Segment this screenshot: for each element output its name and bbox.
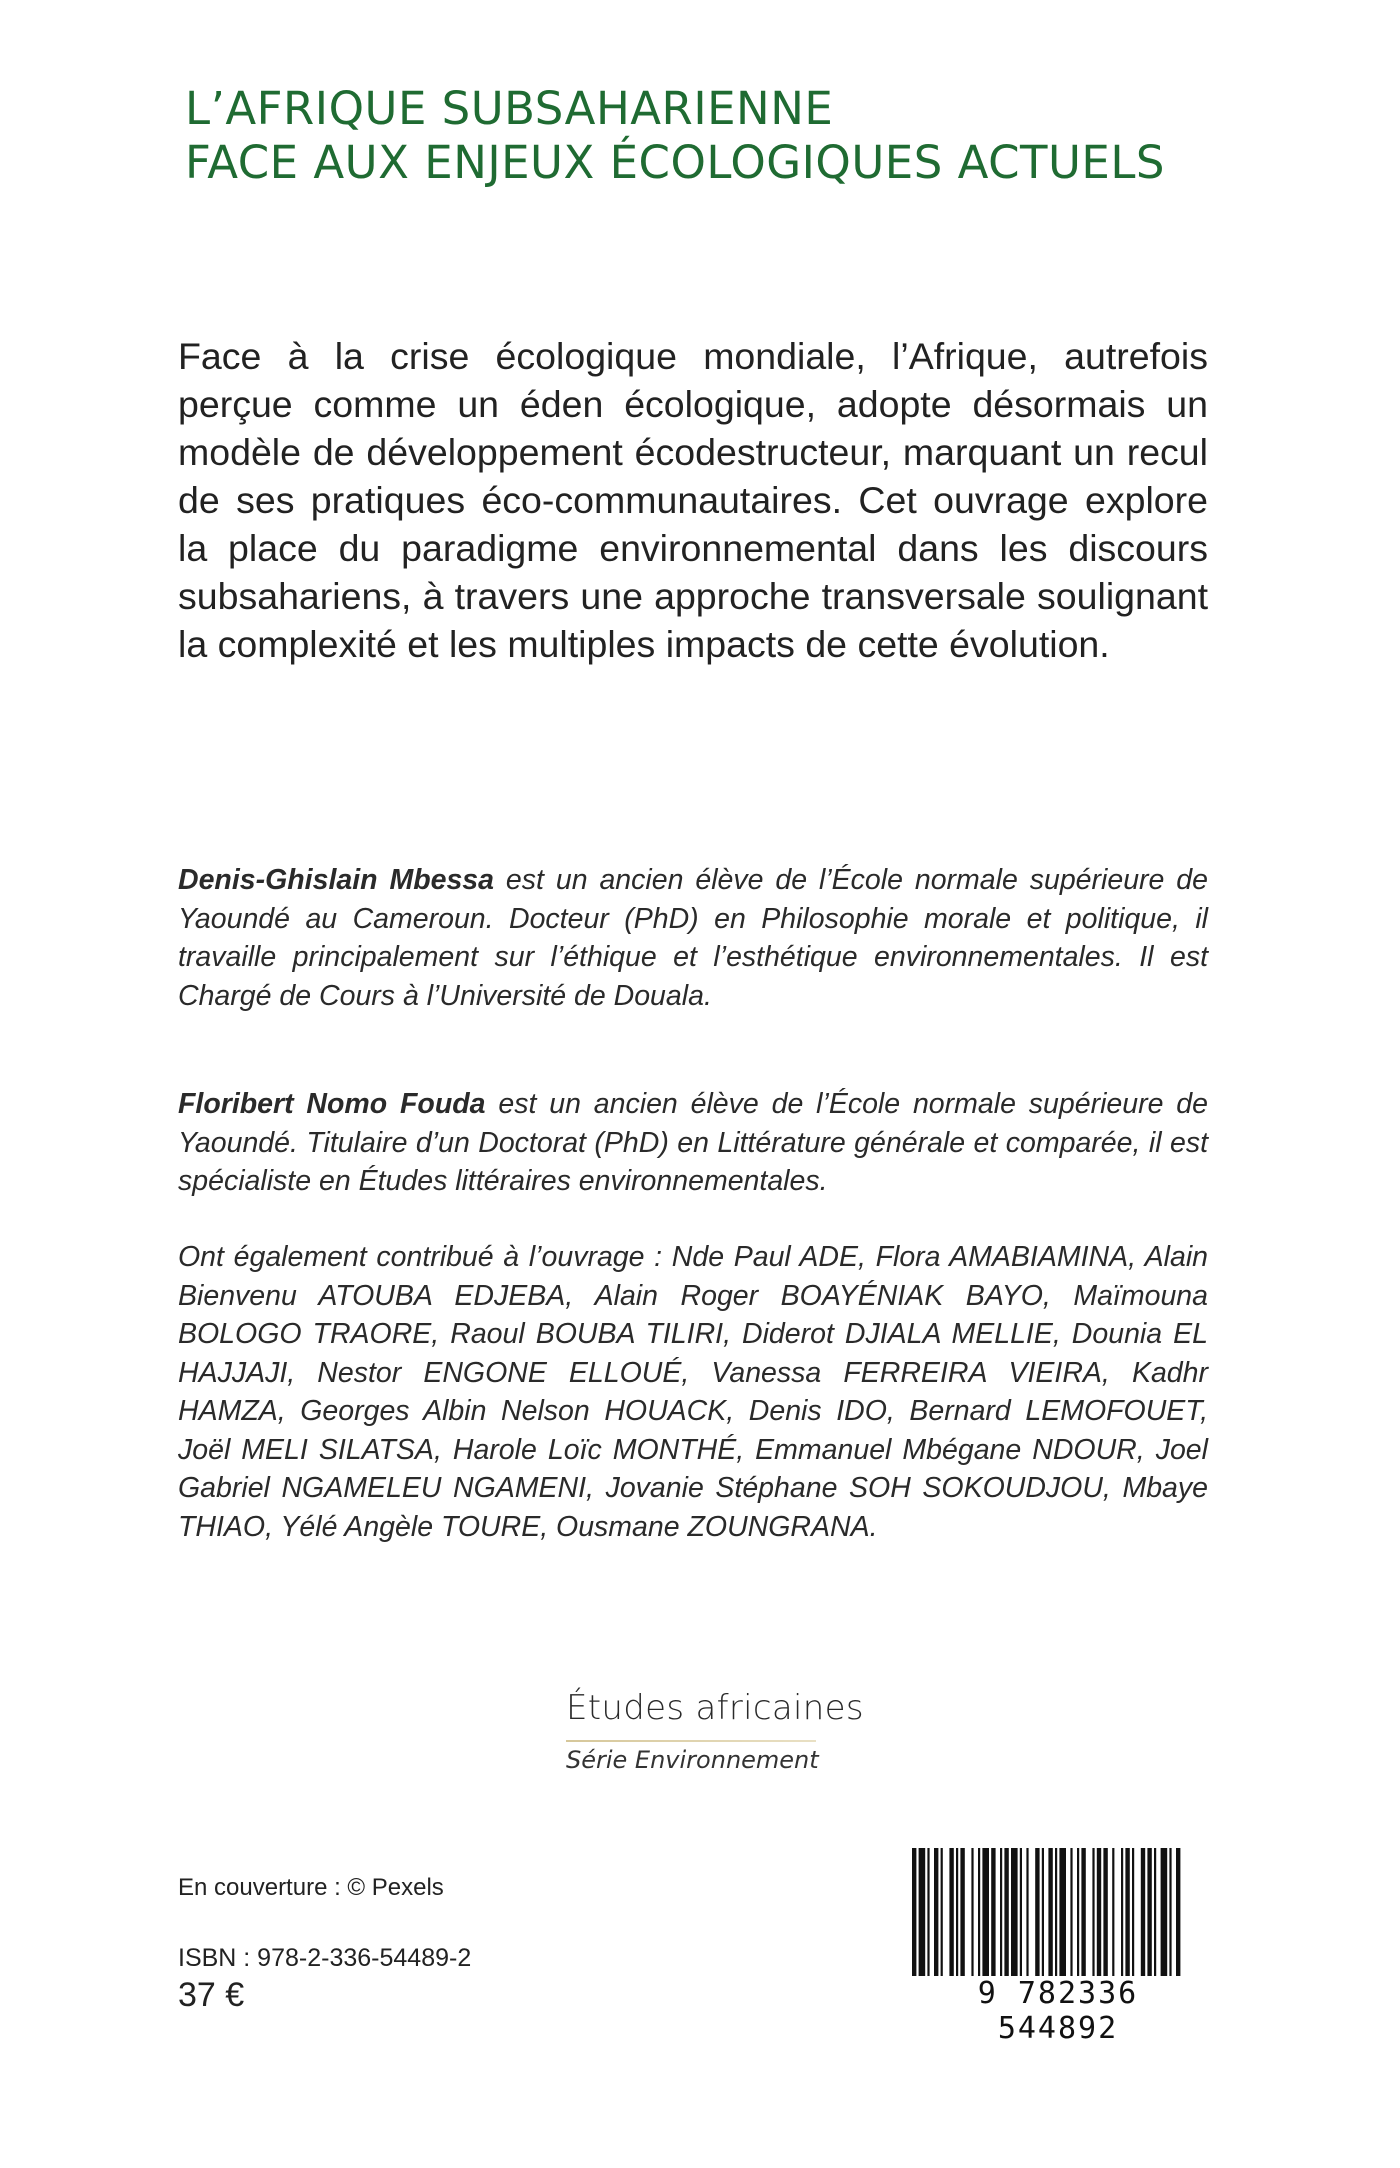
barcode-bar bbox=[1077, 1848, 1079, 1976]
barcode-bar bbox=[991, 1848, 995, 1976]
author-bio-text-1: est un ancien élève de l’École normale supérieure de Yaoundé au Cameroun. Docteur (PhD) en Philosophie morale et politique, il travaille principalement sur l’éthique et l’esthétique environnementales. Il est Chargé de Cours à l’Université de Douala. bbox=[178, 864, 1209, 1012]
barcode-digits: 9 782336 544892 bbox=[977, 1976, 1139, 2046]
barcode-bar bbox=[1112, 1848, 1114, 1976]
barcode-bar bbox=[960, 1848, 964, 1976]
author-bio-text-2: est un ancien élève de l’École normale supérieure de Yaoundé. Titulaire d’un Doctorat (PhD) en Littérature générale et comparée, il est spécialiste en Études littéraires environnementales. bbox=[178, 1088, 1208, 1197]
barcode-bar bbox=[941, 1848, 943, 1976]
barcode-bar bbox=[1161, 1848, 1168, 1976]
series-logo bbox=[566, 1688, 946, 1774]
barcode-bar bbox=[1070, 1848, 1072, 1976]
price: 37 € bbox=[178, 1976, 245, 2014]
barcode-bar bbox=[949, 1848, 953, 1976]
barcode-bar bbox=[1092, 1848, 1094, 1976]
barcode-bar bbox=[1081, 1848, 1085, 1976]
barcode-bar bbox=[1176, 1848, 1180, 1976]
book-title-line-2: FACE AUX ENJEUX ÉCOLOGIQUES ACTUELS bbox=[185, 136, 1165, 189]
book-summary: Face à la crise écologique mondiale, l’Afrique, autrefois perçue comme un éden écologique, adopte désormais un modèle de développement écodestructeur, marquant un recul de ses pratiques éco-communautaires. Cet ouvrage explore la place du paradigme environnemental dans les discours subsahariens, à travers une approche transversale soulignant la complexité et les multiples impacts de cette évolution. bbox=[178, 335, 1208, 665]
barcode-bar bbox=[1042, 1848, 1044, 1976]
barcode-bar bbox=[1121, 1848, 1123, 1976]
barcode-bar bbox=[1035, 1848, 1039, 1976]
barcode-bar bbox=[1020, 1848, 1022, 1976]
barcode-bar bbox=[1048, 1848, 1052, 1976]
barcode-bar bbox=[912, 1848, 916, 1976]
author-name-1: Denis-Ghislain Mbessa bbox=[178, 864, 495, 896]
barcode-bar bbox=[1169, 1848, 1171, 1976]
barcode bbox=[908, 1848, 1208, 2046]
barcode-bar bbox=[982, 1848, 989, 1976]
author-bio-1 bbox=[178, 861, 1208, 1015]
barcode-bar bbox=[919, 1848, 926, 1976]
cover-credit: En couverture : © Pexels bbox=[178, 1874, 444, 1901]
series-subseries: Série Environnement bbox=[566, 1746, 819, 1774]
barcode-bar bbox=[1141, 1848, 1145, 1976]
barcode-bar bbox=[1011, 1848, 1018, 1976]
barcode-bar bbox=[1132, 1848, 1134, 1976]
barcode-bar bbox=[978, 1848, 980, 1976]
isbn: ISBN : 978-2-336-54489-2 bbox=[178, 1944, 472, 1972]
author-name-2: Floribert Nomo Fouda bbox=[178, 1088, 486, 1120]
barcode-bar bbox=[1103, 1848, 1107, 1976]
series-name: Études africaines bbox=[566, 1688, 864, 1728]
barcode-bar bbox=[934, 1848, 938, 1976]
barcode-bar bbox=[1004, 1848, 1008, 1976]
barcode-bar bbox=[927, 1848, 929, 1976]
barcode-bar bbox=[1000, 1848, 1002, 1976]
barcode-bar bbox=[1055, 1848, 1057, 1976]
barcode-bar bbox=[956, 1848, 958, 1976]
book-title bbox=[185, 82, 1285, 190]
book-title-line-1: L’AFRIQUE SUBSAHARIENNE bbox=[185, 82, 834, 135]
barcode-bars bbox=[908, 1848, 1208, 1976]
contributors-list: Ont également contribué à l’ouvrage : Nde Paul ADE, Flora AMABIAMINA, Alain Bienvenu ATOUBA EDJEBA, Alain Roger BOAYÉNIAK BAYO, Maïmouna BOLOGO TRAORE, Raoul BOUBA TILIRI, Diderot DJIALA MELLIE, Dounia EL HAJJAJI, Nestor ENGONE ELLOUÉ, Vanessa FERREIRA VIEIRA, Kadhr HAMZA, Georges Albin Nelson HOUACK, Denis IDO, Bernard LEMOFOUET, Joël MELI SILATSA, Harole Loïc MONTHÉ, Emmanuel Mbégane NDOUR, Joel Gabriel NGAMELEU NGAMENI, Jovanie Stéphane SOH SOKOUDJOU, Mbaye THIAO, Yélé Angèle TOURE, Ousmane ZOUNGRANA. bbox=[178, 1241, 1208, 1543]
barcode-bar bbox=[1026, 1848, 1028, 1976]
barcode-bar bbox=[1147, 1848, 1151, 1976]
barcode-bar bbox=[1125, 1848, 1129, 1976]
barcode-bar bbox=[1097, 1848, 1101, 1976]
series-divider bbox=[566, 1740, 816, 1742]
barcode-bar bbox=[1154, 1848, 1156, 1976]
barcode-bar bbox=[971, 1848, 973, 1976]
barcode-bar bbox=[1059, 1848, 1066, 1976]
author-bio-2 bbox=[178, 1085, 1208, 1201]
